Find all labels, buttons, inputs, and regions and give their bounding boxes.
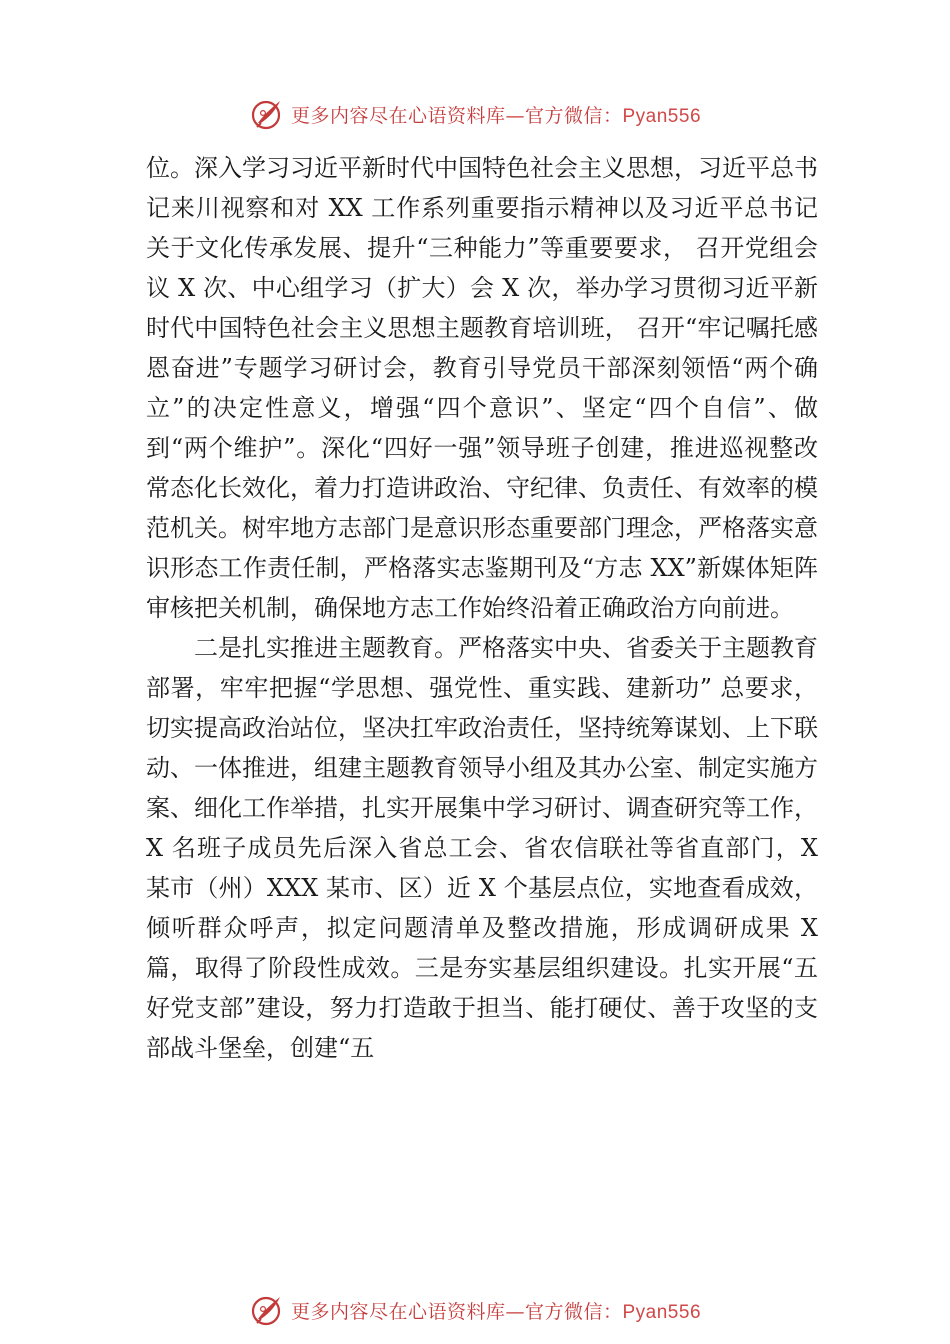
- document-body: [146, 148, 818, 1068]
- footer-banner-text: 更多内容尽在心语资料库—官方微信：Pyan556: [290, 1300, 702, 1323]
- footer-banner-handle: Pyan556: [622, 1301, 702, 1323]
- quill-pen-logo-icon: [249, 96, 285, 132]
- body-paragraph-2: 二是扎实推进主题教育。严格落实中央、省委关于主题教育部署，牢牢把握“学思想、强党性、重实践、建新功” 总要求，切实提高政治站位，坚决扛牢政治责任，坚持统筹谋划、上下联动、一体推进，组建主题教育领导小组及其办公室、制定实施方案、细化工作举措，扎实开展集中学习研讨、调查研究等工作，X 名班子成员先后深入省总工会、省农信联社等省直部门，X 某市（州）XXX 某市、区）近 X 个基层点位，实地查看成效，倾听群众呼声，拟定问题清单及整改措施，形成调研成果 X 篇，取得了阶段性成效。三是夯实基层组织建设。扎实开展“五好党支部”建设，努力打造敢于担当、能打硬仗、善于攻坚的支部战斗堡垒，创建“五: [146, 634, 818, 1062]
- header-banner-handle: Pyan556: [622, 105, 702, 127]
- quill-pen-logo-icon: [249, 1292, 285, 1328]
- body-paragraph-1: 位。深入学习习近平新时代中国特色社会主义思想，习近平总书记来川视察和对 XX 工作系列重要指示精神以及习近平总书记关于文化传承发展、提升“三种能力”等重要要求， 召开党组会议 X 次、中心组学习（扩大）会 X 次，举办学习贯彻习近平新时代中国特色社会主义思想主题教育培训班， 召开“牢记嘱托感恩奋进”专题学习研讨会，教育引导党员干部深刻领悟“两个确立”的决定性意义，增强“四个意识”、坚定“四个自信”、做到“两个维护”。深化“四好一强”领导班子创建，推进巡视整改常态化长效化，着力打造讲政治、守纪律、负责任、有效率的模范机关。树牢地方志部门是意识形态重要部门理念，严格落实意识形态工作责任制，严格落实志鉴期刊及“方志 XX”新媒体矩阵审核把关机制，确保地方志工作始终沿着正确政治方向前进。: [146, 154, 818, 622]
- footer-banner: [0, 1288, 950, 1332]
- header-banner: [0, 92, 950, 136]
- header-banner-text: 更多内容尽在心语资料库—官方微信：Pyan556: [290, 104, 702, 127]
